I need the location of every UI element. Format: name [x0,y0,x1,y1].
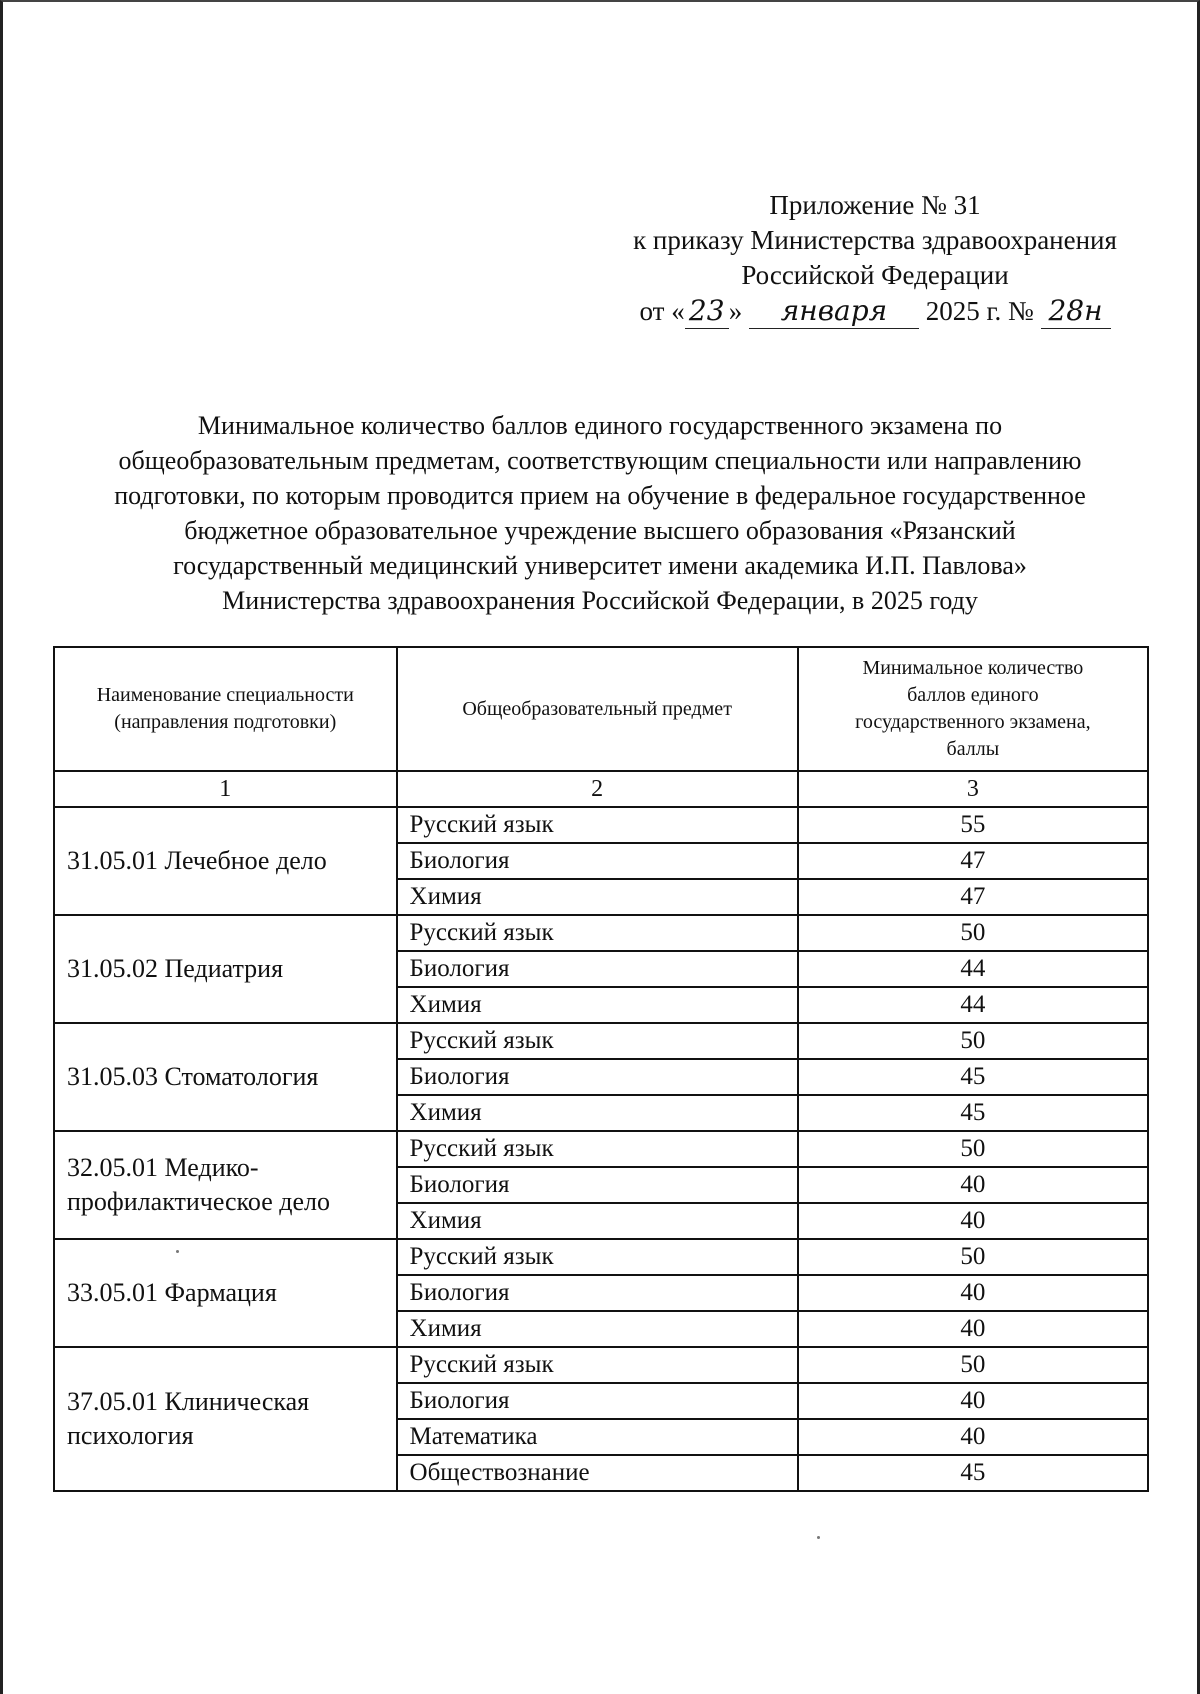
table-row [54,1023,1148,1059]
min-score-cell: 50 [798,1239,1148,1275]
subject-cell: Биология [397,1275,798,1311]
header-line: баллы [946,738,1000,760]
date-quote-close: » [728,296,743,326]
min-score-cell: 45 [798,1455,1148,1491]
specialty-name: 31.05.01 Лечебное дело [67,846,327,875]
subject-cell: Биология [397,951,798,987]
table-row [54,915,1148,951]
handwritten-month: января [749,293,919,329]
specialty-name: профилактическое дело [67,1187,330,1216]
min-score-cell: 45 [798,1095,1148,1131]
min-score-cell: 40 [798,1167,1148,1203]
appendix-header [560,188,1190,329]
specialty-cell [54,915,397,1023]
specialty-name: 37.05.01 Клиническая [67,1387,310,1416]
min-score-cell: 40 [798,1383,1148,1419]
specialty-name: 32.05.01 Медико- [67,1153,259,1182]
scan-speck [176,1250,179,1253]
min-score-cell: 40 [798,1311,1148,1347]
header-subject: Общеобразовательный предмет [397,647,798,771]
subject-cell: Русский язык [397,1023,798,1059]
min-score-cell: 50 [798,1131,1148,1167]
appendix-federation: Российской Федерации [741,260,1009,290]
min-score-cell: 44 [798,987,1148,1023]
min-score-cell: 50 [798,1023,1148,1059]
min-score-cell: 47 [798,879,1148,915]
subject-cell: Химия [397,1311,798,1347]
column-number-row [54,771,1148,807]
table-header-row [54,647,1148,771]
subject-cell: Русский язык [397,1131,798,1167]
title-line: бюджетное образовательное учреждение высшего образования «Рязанский [184,516,1016,545]
table-row [54,807,1148,843]
title-line: Министерства здравоохранения Российской Федерации, в 2025 году [222,586,978,615]
header-min-score [798,647,1148,771]
subject-cell: Химия [397,879,798,915]
header-line: государственного экзамена, [855,711,1091,733]
appendix-order-ref: к приказу Министерства здравоохранения [633,225,1117,255]
subject-cell: Биология [397,1059,798,1095]
header-specialty [54,647,397,771]
specialty-name: психология [67,1421,194,1450]
specialty-name: 33.05.01 Фармация [67,1278,277,1307]
column-number: 1 [54,771,397,807]
column-number: 3 [798,771,1148,807]
specialty-name: 31.05.02 Педиатрия [67,954,284,983]
appendix-number: Приложение № 31 [769,190,981,220]
exam-scores-table [53,646,1149,1492]
min-score-cell: 44 [798,951,1148,987]
title-line: подготовки, по которым проводится прием на обучение в федеральное государственное [114,481,1086,510]
specialty-cell [54,1131,397,1239]
subject-cell: Биология [397,843,798,879]
year-text: 2025 г. № [925,296,1034,326]
min-score-cell: 40 [798,1275,1148,1311]
min-score-cell: 45 [798,1059,1148,1095]
handwritten-day: 23 [685,293,729,329]
header-line: (направления подготовки) [114,711,337,733]
title-line: Минимальное количество баллов единого государственного экзамена по [197,411,1003,440]
title-line: общеобразовательным предметам, соответствующим специальности или направлению [118,446,1082,475]
min-score-cell: 47 [798,843,1148,879]
date-prefix: от « [639,296,685,326]
subject-cell: Биология [397,1167,798,1203]
min-score-cell: 55 [798,807,1148,843]
specialty-cell [54,1347,397,1491]
specialty-name: 31.05.03 Стоматология [67,1062,319,1091]
header-line: Наименование специальности [96,684,354,706]
subject-cell: Русский язык [397,1347,798,1383]
subject-cell: Биология [397,1383,798,1419]
scan-speck [817,1536,820,1539]
subject-cell: Химия [397,987,798,1023]
subject-cell: Русский язык [397,1239,798,1275]
document-title [60,408,1140,618]
min-score-cell: 40 [798,1419,1148,1455]
min-score-cell: 40 [798,1203,1148,1239]
table-row [54,1239,1148,1275]
specialty-cell [54,807,397,915]
header-line: Минимальное количество [862,657,1084,679]
specialty-cell [54,1023,397,1131]
order-date-line [560,293,1190,329]
handwritten-order-number: 28н [1041,293,1111,329]
subject-cell: Русский язык [397,807,798,843]
min-score-cell: 50 [798,915,1148,951]
header-line: баллов единого [907,684,1039,706]
column-number: 2 [397,771,798,807]
table-row [54,1131,1148,1167]
table-row [54,1347,1148,1383]
subject-cell: Русский язык [397,915,798,951]
subject-cell: Обществознание [397,1455,798,1491]
min-score-cell: 50 [798,1347,1148,1383]
specialty-cell [54,1239,397,1347]
subject-cell: Химия [397,1095,798,1131]
title-line: государственный медицинский университет имени академика И.П. Павлова» [173,551,1027,580]
subject-cell: Математика [397,1419,798,1455]
subject-cell: Химия [397,1203,798,1239]
